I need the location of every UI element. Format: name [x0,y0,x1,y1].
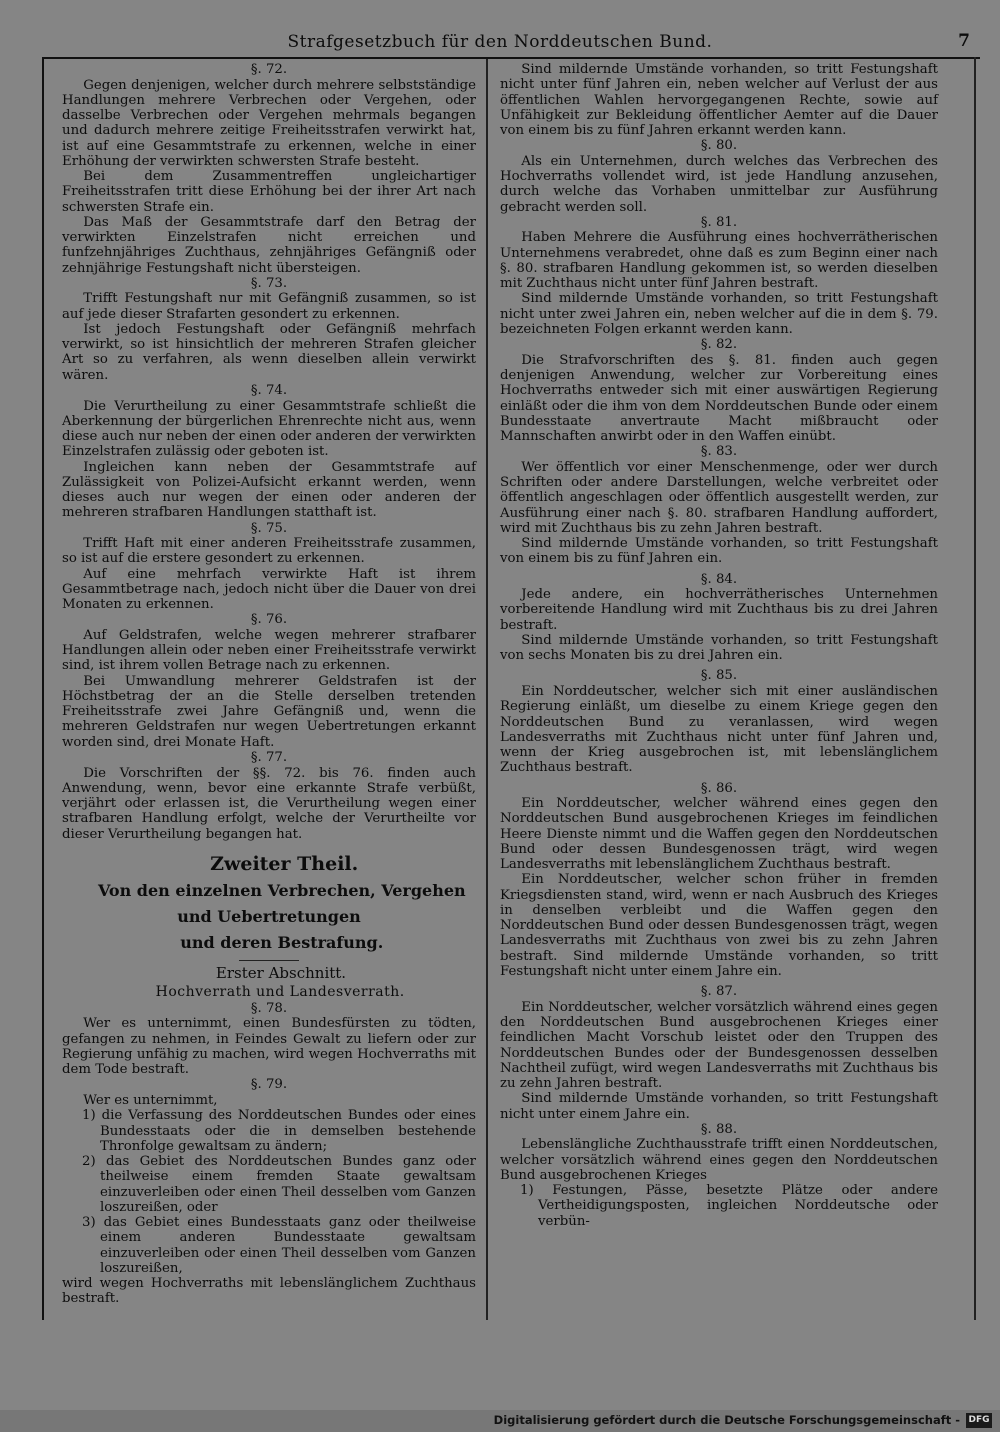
paragraph: Auf Geldstrafen, welche wegen mehrerer strafbarer Handlungen allein oder neben einer Freiheitsstrafe verwirkt sind, ist ihrem vollen Betrage nach zu erkennen. [62,627,476,674]
paragraph: Ein Norddeutscher, welcher vorsätzlich während eines gegen den Norddeutschen Bund ausgebrochenen Krieges einer feindlichen Macht Vorschub leistet oder den Truppen des Norddeutschen Bundes oder der Bundesgenossen desselben Nachtheil zufügt, wird wegen Landesverraths mit Zuchthaus bis zu zehn Jahren bestraft. [500,999,938,1091]
paragraph: Bei Umwandlung mehrerer Geldstrafen ist der Höchstbetrag der an die Stelle derselben tretenden Freiheitsstrafe zwei Jahre Gefängniß und, wenn die mehreren Geldstrafen nur wegen Uebertretungen erkannt worden sind, drei Monate Haft. [62,673,476,750]
paragraph: Sind mildernde Umstände vorhanden, so tritt Festungshaft von sechs Monaten bis zu drei Jahren ein. [500,632,938,664]
paragraph: Die Vorschriften der §§. 72. bis 76. finden auch Anwendung, wenn, bevor eine erkannte Strafe verbüßt, verjährt oder erlassen ist, die Verurtheilung wegen einer strafbaren Handlung erfolgt, welche der Verurtheilte vor dieser Verurtheilung begangen hat. [62,765,476,842]
paragraph: Die Strafvorschriften des §. 81. finden auch gegen denjenigen Anwendung, welcher zur Vorbereitung eines Hochverraths entweder sich mit einer auswärtigen Regierung einläßt oder die ihm von dem Norddeutschen Bunde oder einem Bundesstaate anvertraute Macht mißbraucht oder Mannschaften anwirbt oder in den Waffen einübt. [500,352,938,445]
page-number: 7 [958,31,970,51]
section-heading: §. 77. [250,749,288,765]
chapter-heading: Erster Abschnitt. [215,963,347,982]
section-heading: §. 85. [700,668,738,684]
part-heading: Zweiter Theil. [210,852,359,875]
digitization-footer [0,1410,1000,1432]
section-heading: §. 88. [700,1121,738,1137]
paragraph: Die Verurtheilung zu einer Gesammtstrafe schließt die Aberkennung der bürgerlichen Ehrenrechte nicht aus, wenn diese auch nur neben der einen oder anderen der verwirkten Einzelstrafen zulässig oder geboten ist. [62,398,476,460]
section-heading: §. 82. [700,337,738,353]
paragraph: Wer es unternimmt, [83,1093,218,1108]
paragraph: Ein Norddeutscher, welcher während eines gegen den Norddeutschen Bund ausgebrochenen Krieges im feindlichen Heere Dienste nimmt und die Waffen gegen den Norddeutschen Bund oder dessen Bundesgenossen trägt, wird wegen Landesverraths mit lebenslänglichem Zuchthaus bestraft. [500,796,938,873]
paragraph: Ein Norddeutscher, welcher schon früher in fremden Kriegsdiensten stand, wird, wenn er nach Ausbruch des Krieges in denselben verbleibt und die Waffen gegen den Norddeutschen Bund oder dessen Bundesgenossen trägt, wegen Landesverraths mit Zuchthaus von zwei bis zu zehn Jahren bestraft. Sind mildernde Umstände vorhanden, so tritt Festungshaft nicht unter einem Jahre ein. [500,872,938,979]
paragraph: Sind mildernde Umstände vorhanden, so tritt Festungshaft nicht unter fünf Jahren ein, neben welcher auf Verlust der aus öffentlichen Wahlen hervorgegangenen Rechte, sowie auf Unfähigkeit zur Bekleidung öffentlicher Aemter auf die Dauer von einem bis zu fünf Jahren erkannt werden kann. [500,62,938,138]
left-margin-rule [42,57,44,1320]
paragraph: Lebenslängliche Zuchthausstrafe trifft einen Norddeutschen, welcher vorsätzlich während eines gegen den Norddeutschen Bund ausgebrochenen Krieges [500,1137,938,1183]
paragraph: Haben Mehrere die Ausführung eines hochverrätherischen Unternehmens verabredet, ohne daß es zum Beginn einer nach §. 80. strafbaren Handlung gekommen ist, so werden dieselben mit Zuchthaus nicht unter fünf Jahren bestraft. [500,230,938,292]
left-column [62,62,476,1307]
running-header [0,27,1000,55]
list-item: 3) das Gebiet eines Bundesstaats ganz oder theilweise einem anderen Bundesstaate gewaltsam einzuverleiben oder einen Theil desselben vom Ganzen loszureißen, [82,1215,476,1276]
section-heading: §. 78. [250,1000,288,1016]
right-column [500,62,938,1229]
section-heading: §. 83. [700,444,738,460]
list-item: 1) Festungen, Pässe, besetzte Plätze oder andere Vertheidigungsposten, ingleichen Norddeutsche oder verbün- [520,1183,938,1229]
section-heading: §. 79. [250,1077,288,1093]
part-subtitle-continued: und deren Bestrafung. [180,932,384,952]
list-item: 1) die Verfassung des Norddeutschen Bundes oder eines Bundesstaats oder die in demselben bestehende Thronfolge gewaltsam zu ändern; [82,1108,476,1154]
header-rule [42,57,980,59]
paragraph: Ist jedoch Festungshaft oder Gefängniß mehrfach verwirkt, so ist hinsichtlich der mehreren Strafen gleicher Art so zu verfahren, als wenn dieselben allein verwirkt wären. [62,321,476,383]
paragraph: Als ein Unternehmen, durch welches das Verbrechen des Hochverraths vollendet wird, ist jede Handlung anzusehen, durch welche das Vorhaben unmittelbar zur Ausführung gebracht werden soll. [500,153,938,215]
section-heading: §. 84. [700,571,738,587]
part-subtitle: Von den einzelnen Verbrechen, Vergehen und Uebertretungen [97,880,466,926]
section-heading: §. 74. [250,382,288,398]
paragraph: Wer öffentlich vor einer Menschenmenge, oder wer durch Schriften oder andere Darstellungen, welche verbreitet oder öffentlich angeschlagen oder öffentlich ausgestellt werden, zur Ausführung einer nach §. 80. strafbaren Handlung auffordert, wird mit Zuchthaus bis zu zehn Jahren bestraft. [500,459,938,536]
paragraph: Sind mildernde Umstände vorhanden, so tritt Festungshaft nicht unter zwei Jahren ein, neben welcher auf die in dem §. 79. bezeichneten Folgen erkannt werden kann. [500,291,938,337]
paragraph: Trifft Festungshaft nur mit Gefängniß zusammen, so ist auf jede dieser Strafarten gesondert zu erkennen. [62,291,476,322]
paragraph: wird wegen Hochverraths mit lebenslänglichem Zuchthaus bestraft. [62,1276,476,1307]
section-heading: §. 75. [250,520,288,536]
paragraph: Das Maß der Gesammtstrafe darf den Betrag der verwirkten Einzelstrafen nicht erreichen und funfzehnjähriges Zuchthaus, zehnjähriges Gefängniß oder zehnjährige Festungshaft nicht übersteigen. [62,214,476,276]
section-heading: §. 73. [250,275,288,291]
paragraph: Auf eine mehrfach verwirkte Haft ist ihrem Gesammtbetrage nach, jedoch nicht über die Dauer von drei Monaten zu erkennen. [62,566,476,613]
running-title: Strafgesetzbuch für den Norddeutschen Bund. [287,32,713,52]
funding-credit: Digitalisierung gefördert durch die Deutsche Forschungsgemeinschaft - [493,1413,960,1427]
paragraph: Wer es unternimmt, einen Bundesfürsten zu tödten, gefangen zu nehmen, in Feindes Gewalt zu liefern oder zur Regierung unfähig zu machen, wird wegen Hochverraths mit dem Tode bestraft. [62,1016,476,1078]
paragraph: Sind mildernde Umstände vorhanden, so tritt Festungshaft von einem bis zu fünf Jahren ein. [500,536,938,567]
section-heading: §. 81. [700,214,738,230]
dfg-logo: DFG [966,1413,992,1428]
paragraph: Trifft Haft mit einer anderen Freiheitsstrafe zusammen, so ist auf die erstere gesondert zu erkennen. [62,536,476,567]
paragraph: Gegen denjenigen, welcher durch mehrere selbstständige Handlungen mehrere Verbrechen oder Vergehen, oder dasselbe Verbrechen oder Vergehen mehrmals begangen und dadurch mehrere zeitige Freiheitsstrafen verwirkt hat, ist auf eine Gesammtstrafe zu erkennen, welche in einer Erhöhung der verwirkten schwersten Strafe besteht. [62,77,476,169]
section-heading: §. 86. [700,780,738,796]
section-heading: §. 72. [250,62,288,77]
section-heading: §. 76. [250,612,288,628]
list-item: 2) das Gebiet des Norddeutschen Bundes ganz oder theilweise einem fremden Staate gewaltsam einzuverleiben oder einen Theil desselben vom Ganzen loszureißen, oder [82,1154,476,1215]
paragraph: Ingleichen kann neben der Gesammtstrafe auf Zulässigkeit von Polizei-Aufsicht erkannt werden, wenn dieses auch nur wegen der einen oder anderen der mehreren strafbaren Handlungen statthaft ist. [62,459,476,521]
chapter-title: Hochverrath und Landesverrath. [155,983,405,1000]
column-divider [486,59,488,1320]
section-heading: §. 87. [700,984,738,1000]
paragraph: Bei dem Zusammentreffen ungleichartiger Freiheitsstrafen tritt diese Erhöhung bei der ihrer Art nach schwersten Strafe ein. [62,169,476,215]
paragraph: Jede andere, ein hochverrätherisches Unternehmen vorbereitende Handlung wird mit Zuchthaus bis zu drei Jahren bestraft. [500,587,938,633]
section-heading: §. 80. [700,138,738,154]
paragraph: Sind mildernde Umstände vorhanden, so tritt Festungshaft nicht unter einem Jahre ein. [500,1091,938,1122]
paragraph: Ein Norddeutscher, welcher sich mit einer ausländischen Regierung einläßt, um dieselbe zu einem Kriege gegen den Norddeutschen Bund zu veranlassen, wird wegen Landesverraths mit Zuchthaus nicht unter fünf Jahren und, wenn der Krieg ausgebrochen ist, mit lebenslänglichem Zuchthaus bestraft. [500,684,938,776]
right-margin-rule [974,57,976,1320]
divider-rule [239,960,299,961]
